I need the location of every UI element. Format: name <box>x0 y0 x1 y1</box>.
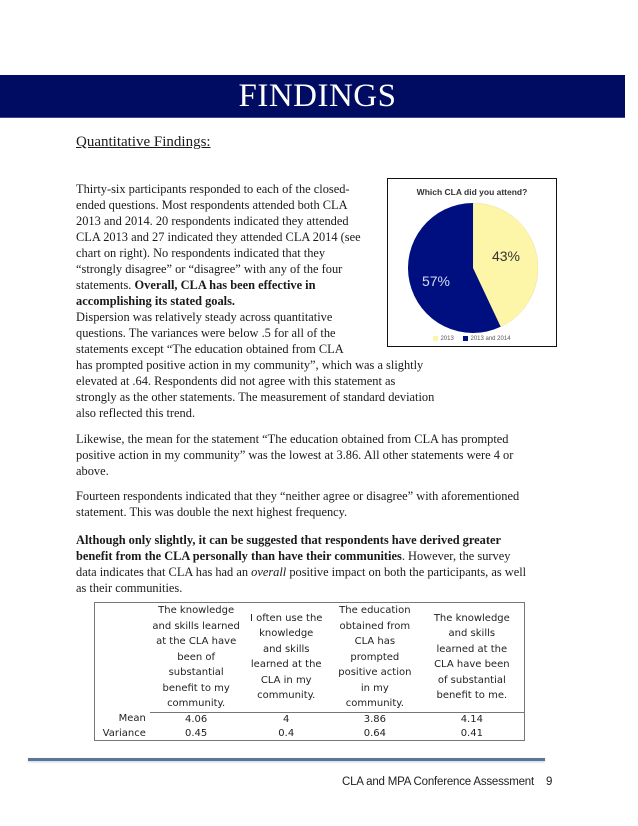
text-line <box>76 277 361 293</box>
text-line: statements except “The education obtained from CLA <box>76 342 344 356</box>
table-header-cell: The education obtained from CLA has prompted positive action in my community. <box>330 603 420 712</box>
text-line: above. <box>76 464 109 478</box>
chart-title: Which CLA did you attend? <box>416 187 528 197</box>
text-line: also reflected this trend. <box>76 406 196 420</box>
text-bold: Overall, CLA has been effective in <box>134 278 316 292</box>
page-footer <box>342 776 552 788</box>
table-cell: 0.45 <box>185 727 208 739</box>
statistics-table <box>94 602 525 741</box>
table-header-cell: The knowledge and skills learned at the CLA have been of substantial benefit to me. <box>420 603 524 712</box>
table-cell: 3.86 <box>363 713 386 725</box>
text-italic: overall <box>251 565 287 579</box>
text-line: data indicates that CLA has had an overall positive impact on both the participants, as well <box>76 565 527 579</box>
paragraph-dispersion <box>76 309 434 421</box>
text-line: ended questions. Most respondents attended both CLA <box>76 198 348 212</box>
legend-item-2013: 2013 <box>433 336 453 342</box>
pie-label-57: 57% <box>421 273 451 289</box>
table-cell: 0.41 <box>460 727 483 739</box>
text-line <box>76 548 526 564</box>
text-line: as their communities. <box>76 581 183 595</box>
text-line: Fourteen respondents indicated that they “neither agree or disagree” with aforementioned <box>76 489 520 503</box>
text-line: Thirty-six participants responded to each of the closed- <box>76 182 350 196</box>
text-line: questions. The variances were below .5 for all of the <box>76 326 336 340</box>
findings-header-bar <box>0 75 625 118</box>
pie-label-43: 43% <box>491 248 521 264</box>
text-line: elevated at .64. Respondents did not agree with this statement as <box>76 374 396 388</box>
page-number: 9 <box>546 776 553 788</box>
text-line: strongly as the other statements. The measurement of standard deviation <box>76 390 435 404</box>
text-line-bold: Although only slightly, it can be suggested that respondents have derived greater <box>76 533 501 547</box>
text-line: chart on right). No respondents indicated that they <box>76 246 326 260</box>
table-cell: 4 <box>283 713 290 725</box>
table-row <box>95 712 524 727</box>
text-line: “strongly disagree” or “disagree” with any of the four <box>76 262 343 276</box>
table-cell: 4.14 <box>460 713 483 725</box>
table-cell: 4.06 <box>185 713 208 725</box>
text-line: positive action in my community” was the lowest at 3.86. All other statements were 4 or <box>76 448 514 462</box>
table-header-cell: I often use the knowledge and skills learned at the CLA in my community. <box>242 603 330 712</box>
paragraph-conclusion <box>76 532 526 596</box>
paragraph-frequency <box>76 488 519 520</box>
table-cell: 0.4 <box>278 727 295 739</box>
paragraph-participants <box>76 181 361 309</box>
paragraph-mean <box>76 431 513 479</box>
text-line: has prompted positive action in my community”, which was a slightly <box>76 358 424 372</box>
text-line: statement. This was double the next highest frequency. <box>76 505 348 519</box>
row-label-variance: Variance <box>102 727 146 739</box>
table-cell: 0.64 <box>363 727 386 739</box>
text-line: 2013 and 2014. 20 respondents indicated they attended <box>76 214 349 228</box>
text-plain: statements. <box>76 278 135 292</box>
text-bold: benefit from the CLA personally than have their communities <box>76 549 402 563</box>
footer-divider <box>28 758 545 761</box>
text-plain: . However, the survey <box>401 549 511 563</box>
text-line: Dispersion was relatively steady across quantitative <box>76 310 333 324</box>
table-header-cell: The knowledge and skills learned at the CLA have been of substantial benefit to my community. <box>150 603 243 712</box>
page-title: FINDINGS <box>238 77 397 114</box>
legend-swatch-navy-icon <box>463 336 468 341</box>
table-header-row <box>95 603 524 712</box>
table-row <box>95 727 524 741</box>
text-line-bold: accomplishing its stated goals. <box>76 294 236 308</box>
row-label-mean: Mean <box>118 713 146 725</box>
section-heading: Quantitative Findings: <box>76 134 211 150</box>
table-header-corner <box>95 603 150 712</box>
text-line: Likewise, the mean for the statement “The education obtained from CLA has prompted <box>76 432 509 446</box>
footer-title: CLA and MPA Conference Assessment <box>342 776 534 788</box>
text-line: CLA 2013 and 27 indicated they attended CLA 2014 (see <box>76 230 361 244</box>
legend-item-2013-2014: 2013 and 2014 <box>463 336 510 342</box>
